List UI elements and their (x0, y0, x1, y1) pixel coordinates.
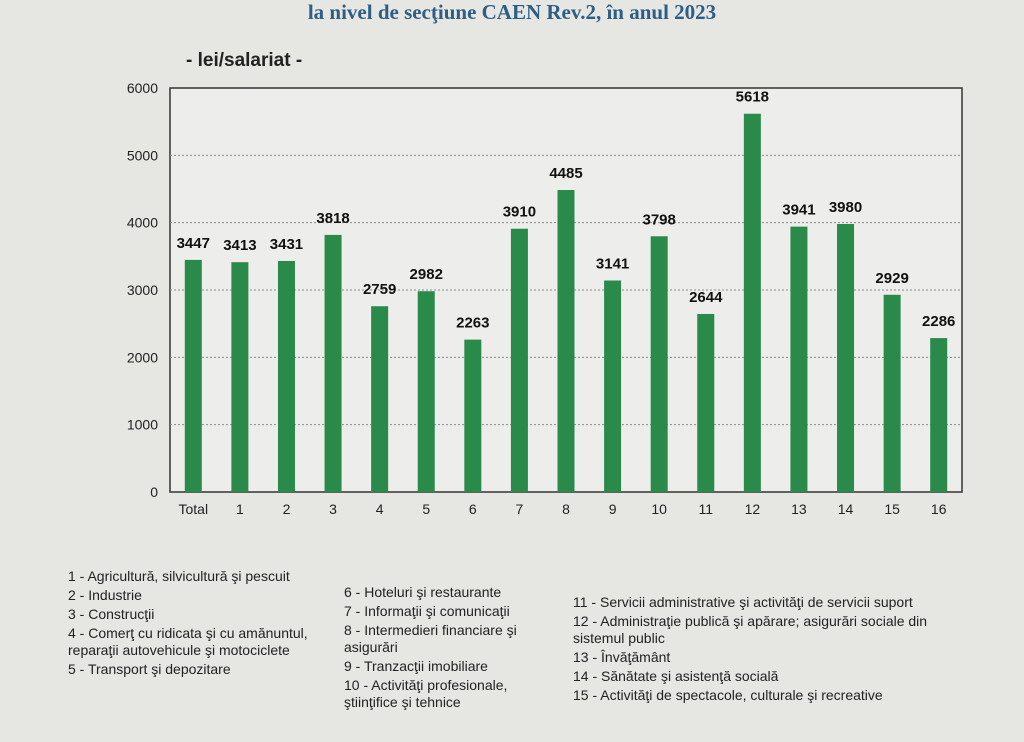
data-label: 3447 (176, 234, 210, 252)
legend-item: 10 - Activităţi profesionale, ştiinţifice şi tehnice (344, 677, 508, 710)
legend-item: 4 - Comerţ cu ridicata şi cu amănuntul, reparaţii autovehicule şi motociclete (68, 625, 308, 658)
x-tick-label: 10 (651, 501, 667, 517)
bar (418, 291, 435, 492)
x-tick-label: 5 (422, 501, 431, 517)
bar (651, 236, 668, 492)
data-label: 3910 (502, 203, 537, 221)
data-label: 3141 (595, 255, 630, 273)
x-tick-label: 9 (608, 501, 617, 517)
data-label: 2644 (689, 288, 723, 306)
bar (558, 190, 575, 492)
bar (837, 224, 854, 492)
bar (464, 340, 481, 492)
bar (790, 227, 807, 492)
data-label: 3798 (642, 211, 676, 229)
data-label: 3431 (269, 235, 304, 253)
legend-item: 5 - Transport şi depozitare (68, 661, 231, 677)
y-tick-label: 1000 (126, 416, 158, 433)
data-label: 2929 (875, 269, 909, 287)
x-tick-label: 3 (329, 501, 337, 517)
legend-item: 3 - Construcţii (68, 606, 155, 622)
y-tick-label: 2000 (126, 349, 158, 366)
x-tick-label: 1 (235, 501, 244, 517)
bar (697, 314, 714, 492)
legend-item: 8 - Intermedieri financiare şi asigurări (344, 622, 517, 655)
bar (231, 262, 248, 492)
x-tick-label: 6 (468, 501, 477, 517)
data-label: 3980 (828, 199, 863, 217)
legend-item: 2 - Industrie (68, 587, 142, 603)
y-tick-label: 4000 (126, 214, 158, 231)
bar (325, 235, 342, 492)
x-tick-label: 12 (744, 501, 761, 517)
data-label: 2982 (409, 266, 443, 284)
bar (185, 260, 202, 492)
data-label: 2286 (922, 313, 956, 331)
legend (68, 568, 988, 742)
y-tick-label: 6000 (126, 80, 158, 96)
data-label: 3941 (782, 201, 816, 219)
x-tick-label: 13 (791, 501, 807, 517)
data-label: 4485 (549, 165, 583, 183)
x-tick-label: 8 (562, 501, 570, 517)
data-label: 3413 (223, 237, 257, 255)
legend-item: 11 - Servicii administrative şi activităţi de servicii suport (573, 594, 913, 610)
bar (744, 114, 761, 492)
x-tick-label: 16 (930, 501, 947, 517)
x-tick-label: 11 (698, 501, 714, 517)
y-tick-label: 3000 (126, 282, 158, 298)
legend-item: 1 - Agricultură, silvicultură şi pescuit (68, 568, 290, 584)
bar (371, 306, 388, 492)
data-label: 2263 (456, 314, 490, 332)
legend-item: 13 - Învăţământ (573, 649, 671, 665)
legend-item: 7 - Informaţii şi comunicaţii (344, 603, 510, 619)
bar (884, 295, 901, 492)
x-tick-label: 2 (282, 501, 291, 517)
y-tick-label: 5000 (126, 147, 158, 164)
chart-subtitle: la nivel de secţiune CAEN Rev.2, în anul 2023 (307, 0, 717, 24)
x-tick-label: 4 (375, 501, 384, 517)
unit-label: - lei/salariat - (186, 50, 303, 71)
bar (278, 261, 295, 492)
bar (930, 338, 947, 492)
legend-column-3 (573, 594, 968, 706)
x-tick-label: Total (178, 501, 209, 517)
legend-item: 12 - Administraţie publică şi apărare; asigurări sociale din sistemul public (573, 613, 928, 646)
legend-column-2 (344, 584, 564, 713)
x-tick-label: 15 (884, 501, 900, 517)
legend-column-1 (68, 568, 318, 680)
legend-item: 14 - Sănătate şi asistenţă socială (573, 668, 779, 684)
bar (604, 281, 621, 492)
data-label: 2759 (362, 281, 397, 299)
data-label: 3818 (316, 209, 350, 227)
y-tick-label: 0 (150, 484, 158, 500)
legend-item: 15 - Activităţi de spectacole, culturale şi recreative (573, 687, 883, 703)
x-tick-label: 7 (515, 501, 524, 517)
x-tick-label: 14 (837, 501, 854, 517)
bar (511, 229, 528, 492)
legend-item: 6 - Hoteluri şi restaurante (344, 584, 502, 600)
data-label: 5618 (735, 88, 770, 106)
legend-item: 9 - Tranzacţii imobiliare (344, 658, 488, 674)
